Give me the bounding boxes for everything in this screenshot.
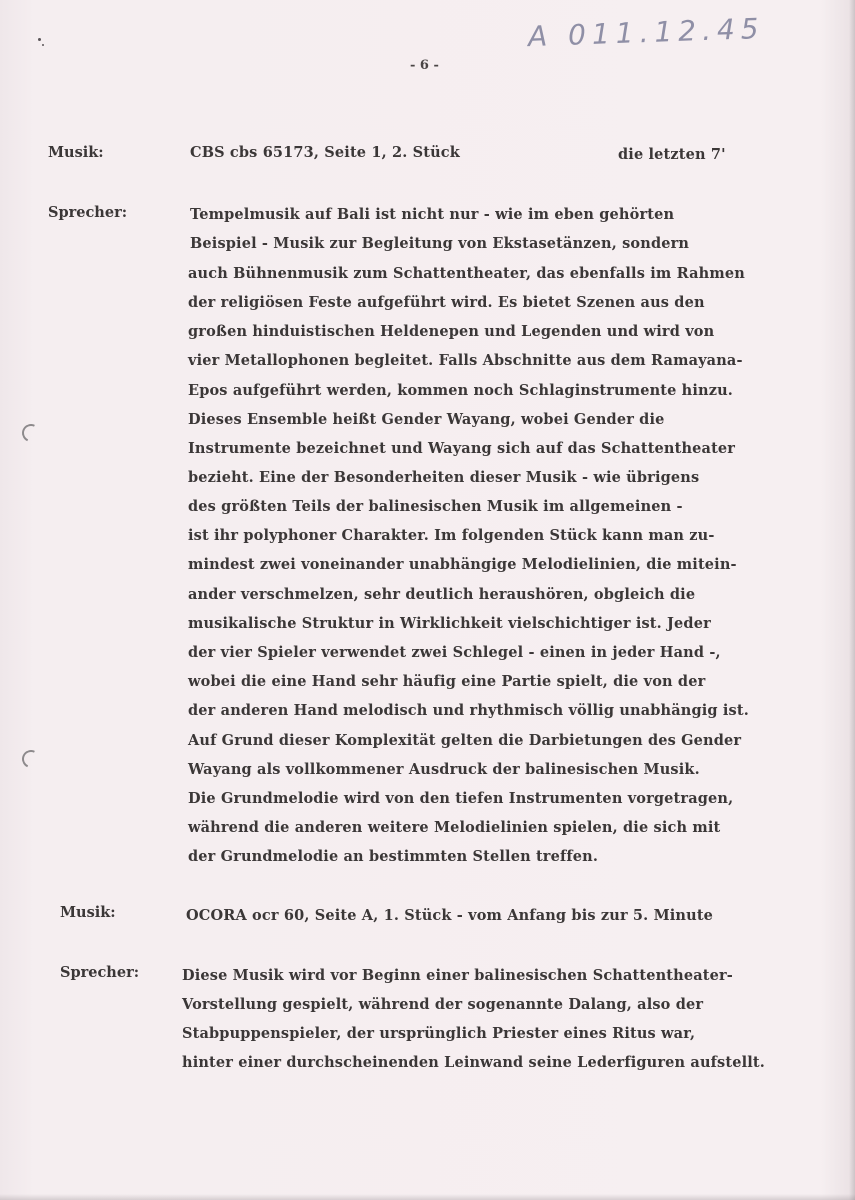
speaker-text-line: wobei die eine Hand sehr häufig eine Partie spielt, die von der <box>188 673 706 690</box>
paper-speck <box>42 44 44 46</box>
speaker-text-line: mindest zwei voneinander unabhängige Melodielinien, die mitein- <box>188 556 737 573</box>
speaker-text-line: großen hinduistischen Heldenepen und Legenden und wird von <box>188 323 715 340</box>
speaker-text-line: Epos aufgeführt werden, kommen noch Schlaginstrumente hinzu. <box>188 382 733 399</box>
speaker-text-line: der anderen Hand melodisch und rhythmisch völlig unabhängig ist. <box>188 702 749 719</box>
music-source-line: CBS cbs 65173, Seite 1, 2. Stück <box>190 144 460 161</box>
block-label-musik: Musik: <box>60 904 116 921</box>
speaker-text-line: Stabpuppenspieler, der ursprünglich Priester eines Ritus war, <box>182 1025 696 1042</box>
speaker-text-line: der Grundmelodie an bestimmten Stellen treffen. <box>188 848 599 865</box>
speaker-text-line: Instrumente bezeichnet und Wayang sich auf das Schattentheater <box>188 440 736 457</box>
speaker-text-line: Wayang als vollkommener Ausdruck der balinesischen Musik. <box>188 761 700 778</box>
speaker-text-line: der vier Spieler verwendet zwei Schlegel - einen in jeder Hand -, <box>188 644 721 661</box>
speaker-text-line: musikalische Struktur in Wirklichkeit vielschichtiger ist. Jeder <box>188 615 711 632</box>
block-label-musik: Musik: <box>48 144 104 161</box>
speaker-text-line: des größten Teils der balinesischen Musik im allgemeinen - <box>188 498 683 515</box>
paper-speck <box>38 38 41 41</box>
punch-hole-mark <box>19 747 42 770</box>
speaker-text-line: Die Grundmelodie wird von den tiefen Instrumenten vorgetragen, <box>188 790 734 807</box>
speaker-text-line: Auf Grund dieser Komplexität gelten die Darbietungen des Gender <box>188 732 742 749</box>
speaker-text-line: während die anderen weitere Melodielinien spielen, die sich mit <box>188 819 721 836</box>
speaker-text-line: Dieses Ensemble heißt Gender Wayang, wobei Gender die <box>188 411 665 428</box>
speaker-text-line: Beispiel - Musik zur Begleitung von Ekstasetänzen, sondern <box>190 235 690 252</box>
page-number: - 6 - <box>410 58 439 73</box>
speaker-text-line: Diese Musik wird vor Beginn einer balinesischen Schattentheater- <box>182 967 733 984</box>
page-edge-shadow-bottom <box>0 1194 855 1200</box>
speaker-text-line: vier Metallophonen begleitet. Falls Abschnitte aus dem Ramayana- <box>188 352 743 369</box>
music-source-line: OCORA ocr 60, Seite A, 1. Stück - vom Anfang bis zur 5. Minute <box>186 907 714 924</box>
page-edge-shadow <box>849 0 855 1200</box>
speaker-text-line: ist ihr polyphoner Charakter. Im folgenden Stück kann man zu- <box>188 527 715 544</box>
speaker-text-line: hinter einer durchscheinenden Leinwand seine Lederfiguren aufstellt. <box>182 1054 765 1071</box>
block-label-sprecher: Sprecher: <box>48 204 128 221</box>
handwritten-archive-mark: A 011.12.45 <box>527 11 766 54</box>
block-label-sprecher: Sprecher: <box>60 964 140 981</box>
speaker-text-line: Tempelmusik auf Bali ist nicht nur - wie im eben gehörten <box>190 206 675 223</box>
speaker-text-line: Vorstellung gespielt, während der sogenannte Dalang, also der <box>182 996 704 1013</box>
music-duration-note: die letzten 7' <box>618 146 726 163</box>
speaker-text-line: bezieht. Eine der Besonderheiten dieser Musik - wie übrigens <box>188 469 700 486</box>
speaker-text-line: ander verschmelzen, sehr deutlich heraushören, obgleich die <box>188 586 696 603</box>
punch-hole-mark <box>19 421 42 444</box>
speaker-text-line: der religiösen Feste aufgeführt wird. Es bietet Szenen aus den <box>188 294 705 311</box>
speaker-text-line: auch Bühnenmusik zum Schattentheater, das ebenfalls im Rahmen <box>188 265 745 282</box>
